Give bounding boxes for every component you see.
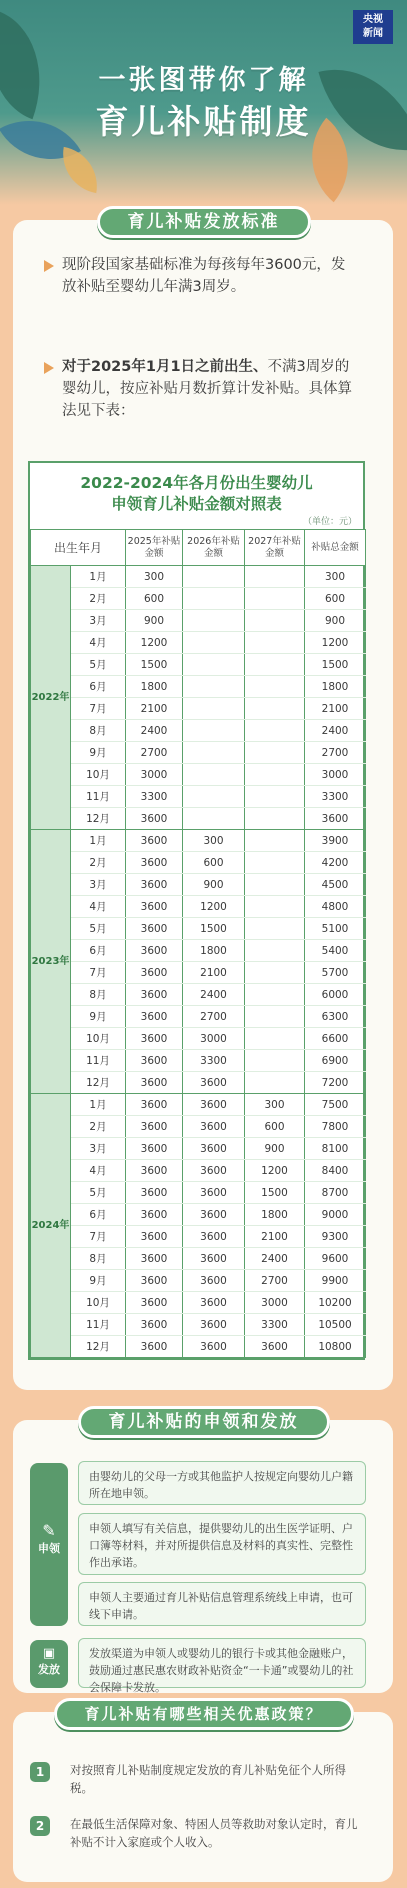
total-cell: 10500 [305,1314,366,1336]
total-cell: 10200 [305,1292,366,1314]
amount-2025-cell: 1800 [126,676,183,698]
total-cell: 300 [305,566,366,588]
amount-2025-cell: 1500 [126,654,183,676]
amount-2026-cell [183,654,245,676]
total-cell: 7200 [305,1072,366,1094]
month-cell: 10月 [71,1028,126,1050]
header-birth-month: 出生年月 [31,530,126,566]
table-row [31,764,366,786]
amount-2027-cell [245,764,305,786]
amount-2027-cell [245,852,305,874]
month-cell: 2月 [71,588,126,610]
amount-2026-cell: 3600 [183,1270,245,1292]
table-row [31,610,366,632]
amount-2027-cell [245,896,305,918]
month-cell: 7月 [71,1226,126,1248]
amount-2025-cell: 3600 [126,1072,183,1094]
table-unit-note: （单位：元） [302,517,357,527]
table-row [31,830,366,852]
amount-2025-cell: 2100 [126,698,183,720]
amount-2026-cell: 600 [183,852,245,874]
table-row [31,654,366,676]
month-cell: 5月 [71,654,126,676]
apply-item-1: 由婴幼儿的父母一方或其他监护人按规定向婴幼儿户籍所在地申领。 [78,1461,366,1505]
amount-2027-cell: 3600 [245,1336,305,1358]
table-row [31,1138,366,1160]
month-cell: 2月 [71,1116,126,1138]
amount-2027-cell [245,786,305,808]
month-cell: 1月 [71,566,126,588]
total-cell: 10800 [305,1336,366,1358]
month-cell: 11月 [71,1050,126,1072]
amount-2025-cell: 3600 [126,1314,183,1336]
amount-2027-cell [245,1050,305,1072]
table-row [31,1072,366,1094]
month-cell: 11月 [71,786,126,808]
amount-2025-cell: 3600 [126,1204,183,1226]
amount-2026-cell: 3600 [183,1292,245,1314]
amount-2025-cell: 2400 [126,720,183,742]
total-cell: 2100 [305,698,366,720]
month-cell: 2月 [71,852,126,874]
amount-2026-cell: 1200 [183,896,245,918]
table-row [31,808,366,830]
amount-2025-cell: 3600 [126,1138,183,1160]
header-2027: 2027年补贴金额 [245,530,305,566]
subsidy-table [28,461,365,1360]
table-row [31,588,366,610]
tag-apply-label: 申领 [38,1542,60,1555]
month-cell: 3月 [71,610,126,632]
amount-2027-cell [245,698,305,720]
amount-2025-cell: 3300 [126,786,183,808]
amount-2025-cell: 3600 [126,962,183,984]
amount-2025-cell: 3600 [126,940,183,962]
section-ribbon-policies: 育儿补贴有哪些相关优惠政策？ [53,1698,353,1730]
amount-2026-cell: 300 [183,830,245,852]
section-policies [13,1712,393,1882]
total-cell: 9300 [305,1226,366,1248]
amount-2026-cell: 3600 [183,1138,245,1160]
amount-2026-cell [183,588,245,610]
amount-2025-cell: 3600 [126,830,183,852]
total-cell: 8400 [305,1160,366,1182]
table-row [31,632,366,654]
month-cell: 6月 [71,940,126,962]
total-cell: 3000 [305,764,366,786]
amount-2027-cell [245,962,305,984]
month-cell: 9月 [71,1270,126,1292]
amount-2025-cell: 3600 [126,808,183,830]
total-cell: 9900 [305,1270,366,1292]
table-title-line2: 申领育儿补贴金额对照表 [111,495,282,513]
amount-2027-cell: 2100 [245,1226,305,1248]
amount-2026-cell: 3600 [183,1248,245,1270]
section-ribbon-apply: 育儿补贴的申领和发放 [78,1406,330,1438]
total-cell: 6000 [305,984,366,1006]
amount-2026-cell: 3000 [183,1028,245,1050]
total-cell: 6900 [305,1050,366,1072]
month-cell: 8月 [71,720,126,742]
table-row [31,1248,366,1270]
amount-2026-cell: 3600 [183,1204,245,1226]
month-cell: 3月 [71,1138,126,1160]
year-cell: 2024年 [31,1094,71,1358]
amount-2025-cell: 3600 [126,984,183,1006]
month-cell: 11月 [71,1314,126,1336]
month-cell: 10月 [71,764,126,786]
section-ribbon-standard: 育儿补贴发放标准 [97,206,311,238]
amount-2025-cell: 3600 [126,918,183,940]
table-row [31,698,366,720]
month-cell: 6月 [71,676,126,698]
amount-2026-cell [183,764,245,786]
tag-apply [30,1463,68,1626]
amount-2027-cell [245,874,305,896]
table-row [31,1006,366,1028]
header-2025: 2025年补贴金额 [126,530,183,566]
apply-item-3: 申领人主要通过育儿补贴信息管理系统线上申请，也可线下申请。 [78,1582,366,1626]
amount-2026-cell: 3600 [183,1094,245,1116]
amount-2026-cell [183,698,245,720]
table-row [31,1204,366,1226]
total-cell: 4800 [305,896,366,918]
form-check-icon: ✎ [42,1521,56,1540]
table-row [31,962,366,984]
amount-2026-cell [183,720,245,742]
month-cell: 9月 [71,742,126,764]
amount-2025-cell: 2700 [126,742,183,764]
table-row [31,1182,366,1204]
table-row [31,566,366,588]
standard-text-2-bold: 对于2025年1月1日之前出生、 [62,359,268,375]
amount-2025-cell: 3600 [126,1160,183,1182]
total-cell: 6300 [305,1006,366,1028]
amount-2026-cell: 3600 [183,1336,245,1358]
total-cell: 8100 [305,1138,366,1160]
total-cell: 5400 [305,940,366,962]
standard-text-1: 现阶段国家基础标准为每孩每年3600元，发放补贴至婴幼儿年满3周岁。 [62,257,346,295]
table-row [31,1270,366,1292]
total-cell: 900 [305,610,366,632]
amount-2025-cell: 3600 [126,874,183,896]
policy-text-2: 在最低生活保障对象、特困人员等救助对象认定时，育儿补贴不计入家庭或个人收入。 [70,1817,358,1849]
amount-2027-cell [245,566,305,588]
header-2026: 2026年补贴金额 [183,530,245,566]
tag-issue-label: 发放 [38,1663,60,1676]
amount-2025-cell: 3000 [126,764,183,786]
amount-2026-cell: 3600 [183,1160,245,1182]
month-cell: 5月 [71,918,126,940]
table-row [31,742,366,764]
month-cell: 4月 [71,632,126,654]
amount-2026-cell: 3300 [183,1050,245,1072]
amount-2026-cell: 2100 [183,962,245,984]
amount-2025-cell: 3600 [126,1028,183,1050]
amount-2025-cell: 900 [126,610,183,632]
month-cell: 8月 [71,1248,126,1270]
amount-2027-cell: 1200 [245,1160,305,1182]
total-cell: 3600 [305,808,366,830]
amount-2026-cell [183,610,245,632]
standard-text-2-rest: 不满3周岁的婴幼儿，按应补贴月数折算计发补贴。具体算法见下表： [62,359,352,419]
amount-2027-cell: 2700 [245,1270,305,1292]
amount-2027-cell [245,720,305,742]
table-row [31,1094,366,1116]
amount-2025-cell: 1200 [126,632,183,654]
standard-text-2 [62,356,354,422]
month-cell: 4月 [71,1160,126,1182]
amount-2026-cell [183,632,245,654]
table-row [31,918,366,940]
amount-2026-cell [183,786,245,808]
table-row [31,786,366,808]
table-row [31,896,366,918]
amount-2025-cell: 3600 [126,1292,183,1314]
table-row [31,720,366,742]
amount-2027-cell [245,984,305,1006]
table-row [31,1292,366,1314]
total-cell: 1200 [305,632,366,654]
year-cell: 2022年 [31,566,71,830]
policy-text-1: 对按照育儿补贴制度规定发放的育儿补贴免征个人所得税。 [70,1763,346,1795]
table-row [31,852,366,874]
amount-2027-cell [245,1072,305,1094]
month-cell: 1月 [71,1094,126,1116]
total-cell: 4200 [305,852,366,874]
amount-2026-cell: 3600 [183,1116,245,1138]
table-header-row [31,530,366,566]
amount-2026-cell: 3600 [183,1182,245,1204]
amount-2027-cell [245,588,305,610]
tag-issue [30,1640,68,1688]
amount-2027-cell [245,830,305,852]
amount-2025-cell: 3600 [126,1050,183,1072]
total-cell: 6600 [305,1028,366,1050]
amount-2026-cell [183,742,245,764]
total-cell: 1800 [305,676,366,698]
card-icon: ▣ [42,1646,56,1661]
amount-2027-cell [245,918,305,940]
amount-2027-cell [245,1006,305,1028]
amount-2025-cell: 3600 [126,1182,183,1204]
total-cell: 600 [305,588,366,610]
amount-2027-cell [245,610,305,632]
month-cell: 12月 [71,1336,126,1358]
subsidy-amount-table [30,529,366,1358]
table-row [31,1116,366,1138]
amount-2027-cell: 3000 [245,1292,305,1314]
month-cell: 7月 [71,698,126,720]
amount-2025-cell: 3600 [126,896,183,918]
total-cell: 7800 [305,1116,366,1138]
amount-2027-cell: 3300 [245,1314,305,1336]
amount-2025-cell: 3600 [126,1336,183,1358]
table-row [31,1336,366,1358]
amount-2025-cell: 3600 [126,1094,183,1116]
amount-2026-cell: 3600 [183,1226,245,1248]
amount-2027-cell [245,632,305,654]
amount-2025-cell: 300 [126,566,183,588]
cctv-news-logo: 央视 新闻 [353,10,393,44]
month-cell: 10月 [71,1292,126,1314]
month-cell: 8月 [71,984,126,1006]
amount-2027-cell: 2400 [245,1248,305,1270]
issue-text: 发放渠道为申领人或婴幼儿的银行卡或其他金融账户，鼓励通过惠民惠农财政补贴资金“一卡通”或婴幼儿的社会保障卡发放。 [78,1638,366,1688]
amount-2025-cell: 3600 [126,1006,183,1028]
apply-item-2: 申领人填写有关信息，提供婴幼儿的出生医学证明、户口簿等材料，并对所提供信息及材料的真实性、完整性作出承诺。 [78,1513,366,1575]
header-total: 补贴总金额 [305,530,366,566]
table-title [30,463,363,515]
table-title-line1: 2022-2024年各月份出生婴幼儿 [80,474,313,492]
amount-2027-cell [245,940,305,962]
amount-2026-cell [183,566,245,588]
page-title-line2: 育儿补贴制度 [95,102,312,141]
month-cell: 12月 [71,808,126,830]
amount-2027-cell: 600 [245,1116,305,1138]
year-cell: 2023年 [31,830,71,1094]
amount-2027-cell [245,742,305,764]
amount-2027-cell [245,1028,305,1050]
total-cell: 8700 [305,1182,366,1204]
table-row [31,940,366,962]
amount-2025-cell: 3600 [126,1248,183,1270]
amount-2027-cell [245,808,305,830]
month-cell: 5月 [71,1182,126,1204]
month-cell: 12月 [71,1072,126,1094]
amount-2025-cell: 3600 [126,852,183,874]
amount-2025-cell: 600 [126,588,183,610]
amount-2025-cell: 3600 [126,1226,183,1248]
total-cell: 9000 [305,1204,366,1226]
amount-2025-cell: 3600 [126,1270,183,1292]
amount-2026-cell: 3600 [183,1072,245,1094]
header-banner [0,0,407,205]
amount-2025-cell: 3600 [126,1116,183,1138]
amount-2027-cell: 1500 [245,1182,305,1204]
total-cell: 1500 [305,654,366,676]
policy-number-2: 2 [30,1816,50,1836]
total-cell: 5700 [305,962,366,984]
total-cell: 2400 [305,720,366,742]
amount-2027-cell: 900 [245,1138,305,1160]
bullet-arrow-icon [44,362,54,374]
table-body [31,566,366,1358]
amount-2026-cell: 1800 [183,940,245,962]
table-row [31,1050,366,1072]
amount-2026-cell: 1500 [183,918,245,940]
amount-2026-cell [183,808,245,830]
policy-number-1: 1 [30,1762,50,1782]
amount-2026-cell: 2700 [183,1006,245,1028]
table-row [31,676,366,698]
amount-2027-cell [245,676,305,698]
table-row [31,984,366,1006]
amount-2027-cell [245,654,305,676]
month-cell: 6月 [71,1204,126,1226]
amount-2026-cell: 2400 [183,984,245,1006]
total-cell: 5100 [305,918,366,940]
month-cell: 4月 [71,896,126,918]
amount-2026-cell [183,676,245,698]
amount-2026-cell: 900 [183,874,245,896]
table-row [31,1314,366,1336]
total-cell: 9600 [305,1248,366,1270]
bullet-arrow-icon [44,260,54,272]
month-cell: 7月 [71,962,126,984]
total-cell: 7500 [305,1094,366,1116]
table-row [31,1028,366,1050]
total-cell: 4500 [305,874,366,896]
amount-2027-cell: 300 [245,1094,305,1116]
table-row [31,874,366,896]
table-row [31,1226,366,1248]
amount-2026-cell: 3600 [183,1314,245,1336]
page-title-line1: 一张图带你了解 [98,65,309,96]
month-cell: 1月 [71,830,126,852]
amount-2027-cell: 1800 [245,1204,305,1226]
table-row [31,1160,366,1182]
month-cell: 9月 [71,1006,126,1028]
total-cell: 3900 [305,830,366,852]
total-cell: 3300 [305,786,366,808]
month-cell: 3月 [71,874,126,896]
total-cell: 2700 [305,742,366,764]
leaf-decoration [57,147,103,193]
